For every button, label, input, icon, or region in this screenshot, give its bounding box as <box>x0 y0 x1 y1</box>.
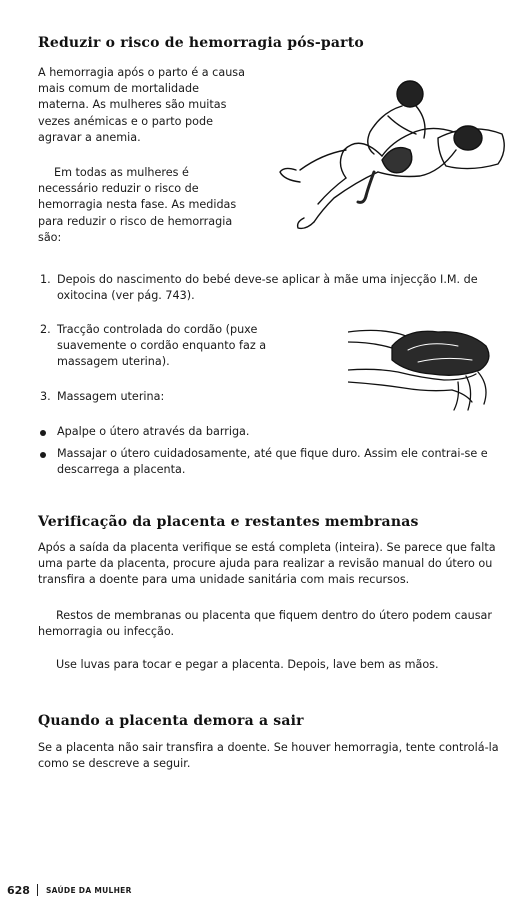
gloves-paragraph: Use luvas para tocar e pegar a placenta. Depois, lave bem as mãos. <box>56 658 439 671</box>
list-number: 1. <box>40 273 51 286</box>
bullet-text: Apalpe o útero através da barriga. <box>57 425 250 438</box>
bullet-icon <box>40 452 46 458</box>
list-text: Depois do nascimento do bebé deve-se aplicar à mãe uma injecção I.M. de oxitocina (ver pág. 743). <box>57 273 478 303</box>
section-title-hemorrhage: Reduzir o risco de hemorragia pós-parto <box>38 35 364 51</box>
list-text: Massagem uterina: <box>57 390 165 403</box>
birth-illustration <box>270 72 510 236</box>
placenta-illustration <box>348 320 498 414</box>
section-title-placenta-check: Verificação da placenta e restantes membranas <box>38 514 419 530</box>
page-number: 628 <box>7 883 30 897</box>
bullet-text: Massajar o útero cuidadosamente, até que fique duro. Assim ele contrai-se e descarrega a placenta. <box>57 447 488 477</box>
page-footer <box>7 881 132 899</box>
list-item-1 <box>40 272 512 304</box>
list-item-3 <box>40 389 300 405</box>
list-number: 3. <box>40 390 51 403</box>
footer-divider <box>37 884 38 896</box>
section-title-delayed-placenta: Quando a placenta demora a sair <box>38 713 304 729</box>
bullet-item-1 <box>40 424 512 440</box>
list-number: 2. <box>40 323 51 336</box>
measures-paragraph: Em todas as mulheres é necessário reduzir o risco de hemorragia nesta fase. As medidas para reduzir o risco de hemorragia são: <box>38 166 237 244</box>
list-item-2 <box>40 322 300 371</box>
membranes-paragraph: Restos de membranas ou placenta que fiquem dentro do útero podem causar hemorragia ou infecção. <box>38 609 492 639</box>
intro-paragraph: A hemorragia após o parto é a causa mais comum de mortalidade materna. As mulheres são muitas vezes anémicas e o parto pode agravar a anemia. <box>38 66 245 144</box>
placenta-check-paragraph: Após a saída da placenta verifique se está completa (inteira). Se parece que falta uma parte da placenta, procure ajuda para realizar a revisão manual do útero ou transfira a doente para uma unidade sanitária com mais recursos. <box>38 541 496 587</box>
footer-section-name: SAÚDE DA MULHER <box>45 885 132 895</box>
list-text: Tracção controlada do cordão (puxe suavemente o cordão enquanto faz a massagem uterina). <box>57 323 267 369</box>
delayed-placenta-paragraph: Se a placenta não sair transfira a doente. Se houver hemorragia, tente controlá-la como se descreve a seguir. <box>38 741 499 771</box>
bullet-item-2 <box>40 446 514 478</box>
bullet-icon <box>40 430 46 436</box>
